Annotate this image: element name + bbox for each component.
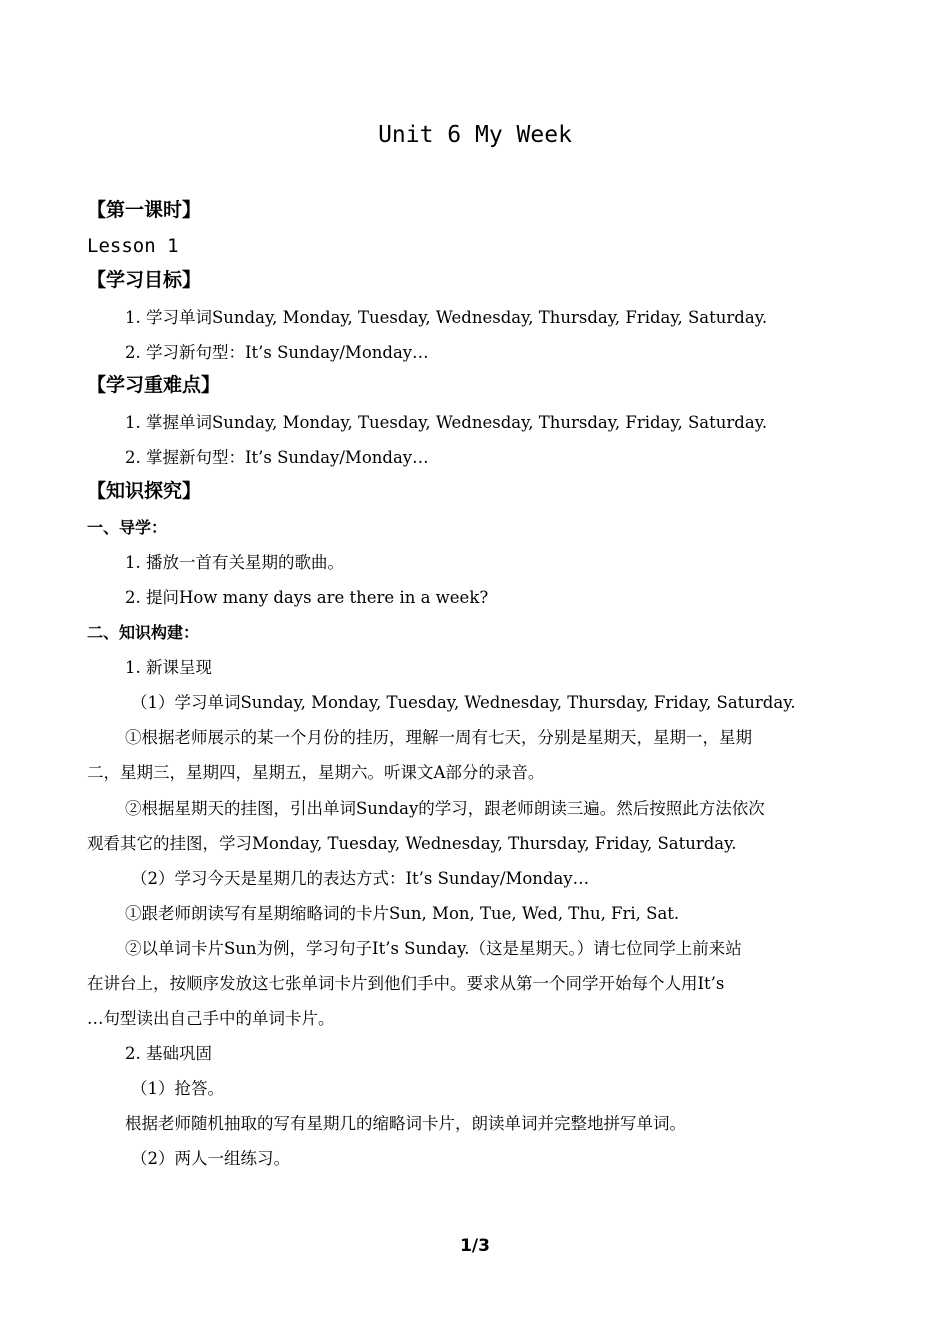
section-heading: 【第一课时】 xyxy=(87,199,202,221)
subsection-heading: 二、知识构建： xyxy=(87,623,200,642)
paragraph-line: ①根据老师展示的某一个月份的挂历，理解一周有七天，分别是星期天，星期一，星期 xyxy=(125,728,752,747)
list-item: 2. 提问How many days are there in a week? xyxy=(125,588,489,607)
subsection-heading: 一、导学： xyxy=(87,518,168,537)
section-heading: 【学习目标】 xyxy=(87,269,202,291)
paragraph-line: （2）两人一组练习。 xyxy=(131,1149,290,1168)
paragraph-line: 观看其它的挂图，学习Monday, Tuesday, Wednesday, Thursday, Friday, Saturday. xyxy=(87,834,737,853)
paragraph-line: （1）学习单词Sunday, Monday, Tuesday, Wednesday, Thursday, Friday, Saturday. xyxy=(131,693,796,712)
paragraph-line: 二，星期三，星期四，星期五，星期六。听课文A部分的录音。 xyxy=(87,763,545,782)
paragraph-line: 根据老师随机抽取的写有星期几的缩略词卡片，朗读单词并完整地拼写单词。 xyxy=(125,1114,686,1133)
list-item: 2. 掌握新句型：It’s Sunday/Monday… xyxy=(125,448,429,467)
paragraph-line: 在讲台上，按顺序发放这七张单词卡片到他们手中。要求从第一个同学开始每个人用It’s xyxy=(87,974,725,993)
list-item: 1. 播放一首有关星期的歌曲。 xyxy=(125,553,344,572)
document-title: Unit 6 My Week xyxy=(378,122,572,148)
paragraph-line: ①跟老师朗读写有星期缩略词的卡片Sun, Mon, Tue, Wed, Thu, Fri, Sat. xyxy=(125,904,680,923)
list-item: 2. 基础巩固 xyxy=(125,1044,212,1063)
paragraph-line: ②以单词卡片Sun为例，学习句子It’s Sunday.（这是星期天。）请七位同学上前来站 xyxy=(125,939,742,958)
section-heading: 【学习重难点】 xyxy=(87,374,221,396)
paragraph-line: …句型读出自己手中的单词卡片。 xyxy=(87,1009,335,1028)
paragraph-line: （2）学习今天是星期几的表达方式：It’s Sunday/Monday… xyxy=(131,869,590,888)
list-item: 1. 学习单词Sunday, Monday, Tuesday, Wednesday, Thursday, Friday, Saturday. xyxy=(125,308,768,327)
page-number: 1/3 xyxy=(460,1236,490,1256)
paragraph-line: （1）抢答。 xyxy=(131,1079,224,1098)
section-heading: 【知识探究】 xyxy=(87,480,202,502)
list-item: 1. 掌握单词Sunday, Monday, Tuesday, Wednesday, Thursday, Friday, Saturday. xyxy=(125,413,768,432)
list-item: 2. 学习新句型：It’s Sunday/Monday… xyxy=(125,343,429,362)
paragraph-line: ②根据星期天的挂图，引出单词Sunday的学习，跟老师朗读三遍。然后按照此方法依次 xyxy=(125,799,765,818)
list-item: 1. 新课呈现 xyxy=(125,658,212,677)
lesson-label: Lesson 1 xyxy=(87,235,179,257)
